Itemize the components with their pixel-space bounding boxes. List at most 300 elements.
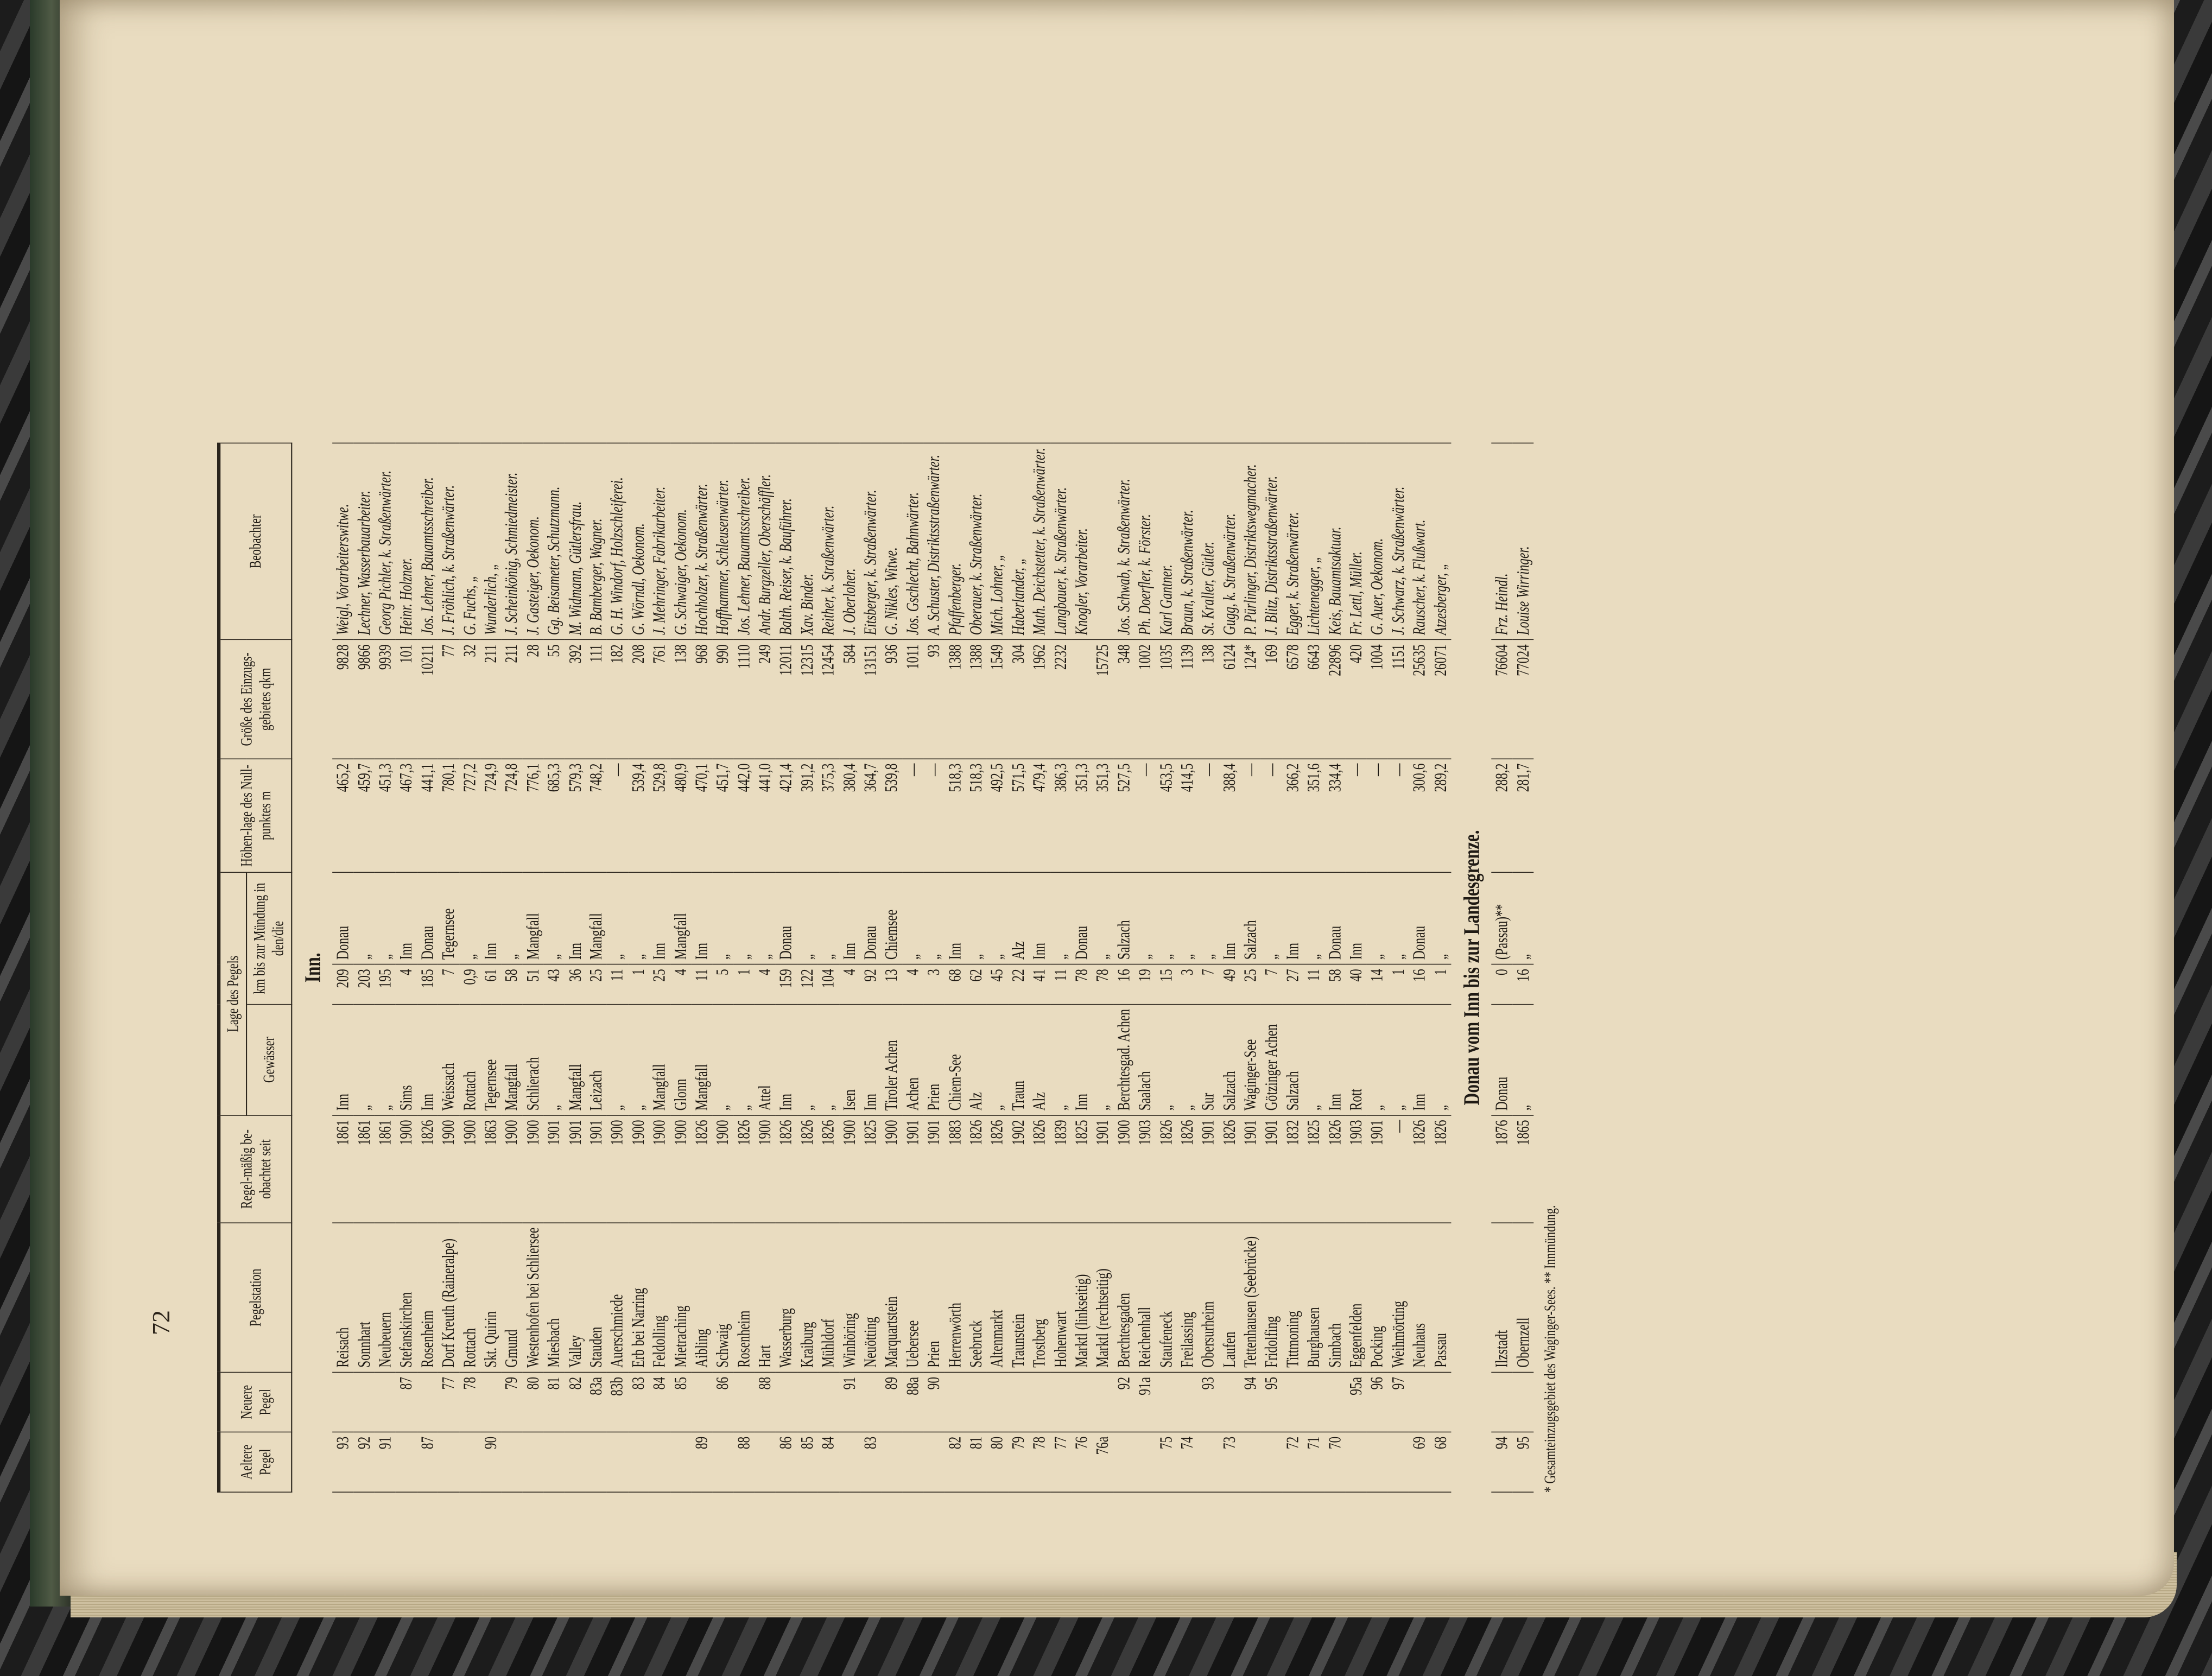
cell-hoehe: 281,7	[1512, 759, 1533, 873]
cell-beobachter: Balth. Reiser, k. Bauführer.	[776, 443, 797, 639]
cell-station: Marquartstein	[881, 1223, 902, 1372]
cell-hoehe: —	[1261, 759, 1282, 873]
cell-aeltere	[1198, 1432, 1219, 1492]
cell-km: 25	[649, 964, 670, 1005]
cell-neuere	[1430, 1372, 1452, 1432]
cell-neuere	[692, 1372, 713, 1432]
cell-station: Pocking	[1367, 1223, 1388, 1372]
cell-muendung: Donau	[1071, 873, 1092, 964]
cell-station: Trostberg	[1029, 1223, 1050, 1372]
cell-beobachter: Heinr. Holzner.	[396, 443, 417, 639]
col-header-station: Pegelstation	[219, 1223, 291, 1372]
cell-seit: 1826	[1324, 1115, 1346, 1223]
cell-km: 36	[565, 964, 586, 1005]
cell-groesse: 12454	[818, 640, 839, 759]
cell-muendung: (Passau)**	[1491, 873, 1512, 964]
cell-groesse: 6578	[1282, 640, 1303, 759]
cell-seit: 1826	[966, 1115, 987, 1223]
cell-groesse: 15725	[1092, 640, 1113, 759]
cell-gewaesser: Glonn	[670, 1005, 692, 1115]
cell-aeltere: 94	[1491, 1432, 1512, 1492]
cell-aeltere	[459, 1432, 480, 1492]
cell-groesse: 9828	[332, 640, 353, 759]
cell-muendung: Mangfall	[522, 873, 543, 964]
table-row	[607, 443, 628, 1492]
cell-km: 58	[502, 964, 523, 1005]
table-row	[375, 443, 396, 1492]
cell-neuere: 93	[1198, 1372, 1219, 1432]
cell-aeltere: 90	[480, 1432, 502, 1492]
cell-neuere	[1050, 1372, 1072, 1432]
cell-station: Rosenheim	[733, 1223, 755, 1372]
cell-muendung: „	[1134, 873, 1156, 964]
cell-gewaesser: Inn	[332, 1005, 353, 1115]
cell-hoehe: —	[1134, 759, 1156, 873]
cell-gewaesser: „	[1512, 1005, 1533, 1115]
cell-seit: 1900	[839, 1115, 860, 1223]
cell-gewaesser: Mangfall	[565, 1005, 586, 1115]
cell-station: Erb bei Narring	[628, 1223, 649, 1372]
cell-gewaesser: Waginger-See	[1240, 1005, 1262, 1115]
cell-neuere: 88a	[902, 1372, 923, 1432]
section-title-inn: Inn.	[299, 953, 325, 983]
cell-aeltere	[1367, 1432, 1388, 1492]
cell-station: Passau	[1430, 1223, 1452, 1372]
cell-beobachter: G. Wörndl, Oekonom.	[628, 443, 649, 639]
cell-gewaesser: Weissach	[438, 1005, 459, 1115]
cell-hoehe: 351,6	[1303, 759, 1324, 873]
cell-groesse: 968	[692, 640, 713, 759]
cell-neuere	[1008, 1372, 1029, 1432]
cell-gewaesser: Tegernsee	[480, 1005, 502, 1115]
col-header-km: km bis zur Mündung in den/die	[246, 873, 291, 1005]
cell-groesse: 77024	[1512, 640, 1533, 759]
cell-hoehe: 780,1	[438, 759, 459, 873]
table-row	[1367, 443, 1388, 1492]
col-header-beobachter: Beobachter	[219, 443, 291, 639]
cell-neuere	[1029, 1372, 1050, 1432]
cell-muendung: Alz	[1008, 873, 1029, 964]
cell-muendung: „	[902, 873, 923, 964]
table-body-inn	[291, 443, 1451, 1492]
cell-aeltere: 84	[818, 1432, 839, 1492]
cell-hoehe: 579,3	[565, 759, 586, 873]
cell-hoehe: 467,3	[396, 759, 417, 873]
cell-neuere: 78	[459, 1372, 480, 1432]
cell-km: 41	[1029, 964, 1050, 1005]
col-header-aeltere: Aeltere Pegel	[219, 1432, 291, 1492]
cell-groesse: 211	[480, 640, 502, 759]
cell-groesse: 25635	[1409, 640, 1430, 759]
table-row	[1198, 443, 1219, 1492]
cell-muendung: Donau	[1409, 873, 1430, 964]
cell-groesse: 1011	[902, 640, 923, 759]
cell-gewaesser: Rott	[1346, 1005, 1367, 1115]
cell-aeltere: 69	[1409, 1432, 1430, 1492]
cell-groesse: 211	[502, 640, 523, 759]
table-row	[1324, 443, 1346, 1492]
cell-aeltere: 95	[1512, 1432, 1533, 1492]
cell-neuere: 84	[649, 1372, 670, 1432]
cell-beobachter: Gg. Beisameter, Schutzmann.	[543, 443, 565, 639]
cell-groesse: 1962	[1029, 640, 1050, 759]
table-row	[1071, 443, 1092, 1492]
cell-groesse: 392	[565, 640, 586, 759]
cell-aeltere	[628, 1432, 649, 1492]
table-row	[1177, 443, 1198, 1492]
cell-km: 43	[543, 964, 565, 1005]
cell-seit: 1826	[692, 1115, 713, 1223]
cell-groesse: 304	[1008, 640, 1029, 759]
cell-station: Neuötting	[860, 1223, 882, 1372]
cell-gewaesser: Götzinger Achen	[1261, 1005, 1282, 1115]
cell-seit: 1900	[1113, 1115, 1134, 1223]
cell-seit: 1902	[1008, 1115, 1029, 1223]
cell-groesse: 2232	[1050, 640, 1072, 759]
cell-km: 0,9	[459, 964, 480, 1005]
cell-gewaesser: Achen	[902, 1005, 923, 1115]
cell-muendung: Inn	[1219, 873, 1240, 964]
cell-muendung: „	[1261, 873, 1282, 964]
cell-aeltere: 76	[1071, 1432, 1092, 1492]
table-row	[1008, 443, 1029, 1492]
cell-seit: 1832	[1282, 1115, 1303, 1223]
cell-aeltere: 75	[1156, 1432, 1177, 1492]
cell-neuere: 83	[628, 1372, 649, 1432]
cell-km: 1	[733, 964, 755, 1005]
cell-beobachter: Keis, Bauamtsaktuar.	[1324, 443, 1346, 639]
cell-muendung: „	[733, 873, 755, 964]
cell-aeltere	[923, 1432, 945, 1492]
cell-station: Uebersee	[902, 1223, 923, 1372]
cell-aeltere: 88	[733, 1432, 755, 1492]
cell-beobachter: Lichtenegger, „	[1303, 443, 1324, 639]
cell-gewaesser: Mangfall	[502, 1005, 523, 1115]
table-body-donau	[1451, 443, 1533, 1492]
cell-gewaesser: Inn	[1409, 1005, 1430, 1115]
cell-gewaesser: „	[987, 1005, 1008, 1115]
cell-beobachter: Jos. Lehner, Bauamtsschreiber.	[417, 443, 438, 639]
cell-gewaesser: „	[1177, 1005, 1198, 1115]
cell-station: Stauden	[586, 1223, 607, 1372]
cell-km: 7	[1198, 964, 1219, 1005]
cell-muendung: Chiemsee	[881, 873, 902, 964]
cell-neuere	[733, 1372, 755, 1432]
cell-gewaesser: Sims	[396, 1005, 417, 1115]
cell-muendung: „	[1198, 873, 1219, 964]
cell-station: Obernzell	[1512, 1223, 1533, 1372]
cell-muendung: „	[987, 873, 1008, 964]
cell-km: 16	[1512, 964, 1533, 1005]
cell-muendung: „	[797, 873, 818, 964]
cell-hoehe: 451,3	[375, 759, 396, 873]
cell-aeltere: 73	[1219, 1432, 1240, 1492]
cell-muendung: Inn	[1282, 873, 1303, 964]
cell-beobachter: Pfaffenberger.	[945, 443, 966, 639]
cell-seit: 1901	[1367, 1115, 1388, 1223]
table-row	[480, 443, 502, 1492]
cell-aeltere: 68	[1430, 1432, 1452, 1492]
cell-station: Eggenfelden	[1346, 1223, 1367, 1372]
cell-hoehe: 386,3	[1050, 759, 1072, 873]
cell-groesse	[1071, 640, 1092, 759]
cell-hoehe: 388,4	[1219, 759, 1240, 873]
cell-hoehe: 492,5	[987, 759, 1008, 873]
cell-groesse: 1139	[1177, 640, 1198, 759]
cell-hoehe: 480,9	[670, 759, 692, 873]
table-row	[1156, 443, 1177, 1492]
cell-seit: 1825	[1303, 1115, 1324, 1223]
table-row	[396, 443, 417, 1492]
cell-seit: 1826	[417, 1115, 438, 1223]
cell-seit: 1903	[1346, 1115, 1367, 1223]
cell-station: Reichenhall	[1134, 1223, 1156, 1372]
cell-gewaesser: „	[543, 1005, 565, 1115]
cell-groesse: 420	[1346, 640, 1367, 759]
cell-aeltere: 78	[1029, 1432, 1050, 1492]
cell-seit: 1901	[902, 1115, 923, 1223]
cell-gewaesser: Berchtesgad. Achen	[1113, 1005, 1134, 1115]
cell-hoehe: 470,1	[692, 759, 713, 873]
cell-neuere	[1409, 1372, 1430, 1432]
cell-seit: 1883	[945, 1115, 966, 1223]
cell-station: Prien	[923, 1223, 945, 1372]
cell-groesse: 249	[755, 640, 776, 759]
table-row	[839, 443, 860, 1492]
cell-station: Obersurheim	[1198, 1223, 1219, 1372]
cell-neuere: 94	[1240, 1372, 1262, 1432]
cell-seit: 1900	[670, 1115, 692, 1223]
cell-neuere	[1512, 1372, 1533, 1432]
cell-hoehe: 391,2	[797, 759, 818, 873]
cell-aeltere: 82	[945, 1432, 966, 1492]
cell-groesse: 1549	[987, 640, 1008, 759]
cell-km: 209	[332, 964, 353, 1005]
cell-gewaesser: „	[818, 1005, 839, 1115]
cell-beobachter: Xav. Binder.	[797, 443, 818, 639]
cell-aeltere: 83	[860, 1432, 882, 1492]
cell-beobachter: M. Widmann, Gütlersfrau.	[565, 443, 586, 639]
cell-km: 25	[586, 964, 607, 1005]
cell-seit: 1826	[1430, 1115, 1452, 1223]
cell-station: Westenhofen bei Schliersee	[522, 1223, 543, 1372]
cell-beobachter: Braun, k. Straßenwärter.	[1177, 443, 1198, 639]
cell-neuere: 88	[755, 1372, 776, 1432]
cell-neuere	[1491, 1372, 1512, 1432]
table-row	[1092, 443, 1113, 1492]
cell-hoehe: —	[923, 759, 945, 873]
cell-hoehe: 518,3	[966, 759, 987, 873]
cell-gewaesser: Chiem-See	[945, 1005, 966, 1115]
cell-km: 68	[945, 964, 966, 1005]
cell-seit: 1900	[438, 1115, 459, 1223]
cell-neuere: 79	[502, 1372, 523, 1432]
cell-km: 4	[902, 964, 923, 1005]
cell-aeltere: 91	[375, 1432, 396, 1492]
cell-muendung: Inn	[1346, 873, 1367, 964]
cell-km: 1	[628, 964, 649, 1005]
cell-groesse: 1004	[1367, 640, 1388, 759]
cell-hoehe: 571,5	[1008, 759, 1029, 873]
cell-neuere	[1177, 1372, 1198, 1432]
cell-beobachter: Mich. Lohner, „	[987, 443, 1008, 639]
cell-neuere	[332, 1372, 353, 1432]
cell-hoehe: —	[1346, 759, 1367, 873]
page-number: 72	[147, 1310, 175, 1335]
cell-station: Mühldorf	[818, 1223, 839, 1372]
cell-station: Kraiburg	[797, 1223, 818, 1372]
cell-beobachter: Hochholzer, k. Straßenwärter.	[692, 443, 713, 639]
cell-neuere	[776, 1372, 797, 1432]
footnote: * Gesamteinzugsgebiet des Waginger-Sees. ** Innmündung.	[1541, 1205, 1560, 1493]
cell-groesse: 990	[712, 640, 733, 759]
cell-hoehe: 289,2	[1430, 759, 1452, 873]
cell-aeltere	[670, 1432, 692, 1492]
table-row	[923, 443, 945, 1492]
cell-muendung: „	[1177, 873, 1198, 964]
cell-gewaesser: „	[607, 1005, 628, 1115]
cell-seit: 1826	[987, 1115, 1008, 1223]
cell-station: Reisach	[332, 1223, 353, 1372]
cell-hoehe: 529,8	[649, 759, 670, 873]
cell-seit: 1901	[586, 1115, 607, 1223]
cell-muendung: „	[1050, 873, 1072, 964]
cell-beobachter: G. Nikles, Witwe.	[881, 443, 902, 639]
cell-station: Schwaig	[712, 1223, 733, 1372]
cell-gewaesser: Rottach	[459, 1005, 480, 1115]
cell-beobachter: G. Auer, Oekonom.	[1367, 443, 1388, 639]
table-row	[818, 443, 839, 1492]
cell-hoehe: 518,3	[945, 759, 966, 873]
cell-gewaesser: „	[628, 1005, 649, 1115]
cell-km: 11	[1303, 964, 1324, 1005]
cell-neuere	[797, 1372, 818, 1432]
cell-aeltere: 76a	[1092, 1432, 1113, 1492]
cell-km: 159	[776, 964, 797, 1005]
table-row	[945, 443, 966, 1492]
table-row	[966, 443, 987, 1492]
table-row	[522, 443, 543, 1492]
table-row	[1409, 443, 1430, 1492]
table-row	[586, 443, 607, 1492]
cell-aeltere	[1261, 1432, 1282, 1492]
cell-km: 195	[375, 964, 396, 1005]
cell-groesse: 124*	[1240, 640, 1262, 759]
cell-seit: 1876	[1491, 1115, 1512, 1223]
cell-neuere: 90	[923, 1372, 945, 1432]
cell-neuere	[375, 1372, 396, 1432]
cell-station: Tittmoning	[1282, 1223, 1303, 1372]
cell-seit: —	[1388, 1115, 1409, 1223]
cell-seit: 1901	[1092, 1115, 1113, 1223]
table-row	[332, 443, 353, 1492]
cell-muendung: Mangfall	[586, 873, 607, 964]
cell-neuere	[1324, 1372, 1346, 1432]
cell-neuere	[1219, 1372, 1240, 1432]
cell-groesse: 12011	[776, 640, 797, 759]
col-header-groesse: Größe des Einzugs-gebietes qkm	[219, 640, 291, 759]
cell-hoehe: 421,4	[776, 759, 797, 873]
cell-groesse: 6643	[1303, 640, 1324, 759]
cell-neuere: 83b	[607, 1372, 628, 1432]
cell-gewaesser: „	[1367, 1005, 1388, 1115]
cell-muendung: Salzach	[1113, 873, 1134, 964]
cell-beobachter: Reither, k. Straßenwärter.	[818, 443, 839, 639]
cell-station: Skt. Quirin	[480, 1223, 502, 1372]
cell-beobachter: J. Oberloher.	[839, 443, 860, 639]
cell-km: 16	[1409, 964, 1430, 1005]
cell-seit: 1901	[923, 1115, 945, 1223]
cell-beobachter: Ph. Doerfler, k. Förster.	[1134, 443, 1156, 639]
cell-station: Miesbach	[543, 1223, 565, 1372]
cell-km: 49	[1219, 964, 1240, 1005]
cell-seit: 1826	[1409, 1115, 1430, 1223]
cell-muendung: „	[818, 873, 839, 964]
cell-groesse: 138	[1198, 640, 1219, 759]
cell-station: Sonnhart	[353, 1223, 375, 1372]
cell-aeltere: 71	[1303, 1432, 1324, 1492]
cell-km: 104	[818, 964, 839, 1005]
cell-muendung: Inn	[945, 873, 966, 964]
cell-aeltere: 89	[692, 1432, 713, 1492]
cell-hoehe: 776,1	[522, 759, 543, 873]
cell-neuere	[818, 1372, 839, 1432]
table-row	[670, 443, 692, 1492]
cell-groesse: 13151	[860, 640, 882, 759]
cell-muendung: Inn	[839, 873, 860, 964]
cell-hoehe: 441,1	[417, 759, 438, 873]
table-row	[417, 443, 438, 1492]
cell-neuere: 77	[438, 1372, 459, 1432]
col-header-neuere: Neuere Pegel	[219, 1372, 291, 1432]
cell-seit: 1901	[1198, 1115, 1219, 1223]
table-row	[1388, 443, 1409, 1492]
cell-beobachter: Wunderlich, „	[480, 443, 502, 639]
cell-groesse: 138	[670, 640, 692, 759]
cell-station: Herrenwörth	[945, 1223, 966, 1372]
cell-km: 3	[1177, 964, 1198, 1005]
cell-km: 58	[1324, 964, 1346, 1005]
cell-gewaesser: Sur	[1198, 1005, 1219, 1115]
cell-seit: 1825	[860, 1115, 882, 1223]
cell-beobachter: G. H. Windorf, Holzschleiferei.	[607, 443, 628, 639]
cell-seit: 1861	[353, 1115, 375, 1223]
cell-aeltere	[1346, 1432, 1367, 1492]
table-row	[1346, 443, 1367, 1492]
cell-neuere	[353, 1372, 375, 1432]
cell-aeltere: 92	[353, 1432, 375, 1492]
table-row	[1512, 443, 1533, 1492]
cell-groesse: 10211	[417, 640, 438, 759]
cell-beobachter: Egger, k. Straßenwärter.	[1282, 443, 1303, 639]
cell-km: 4	[755, 964, 776, 1005]
cell-gewaesser: Tiroler Achen	[881, 1005, 902, 1115]
cell-beobachter: J. Blitz, Distriktsstraßenwärter.	[1261, 443, 1282, 639]
cell-seit: 1861	[332, 1115, 353, 1223]
cell-aeltere	[1388, 1432, 1409, 1492]
cell-seit: 1826	[1029, 1115, 1050, 1223]
cell-station: Winhöring	[839, 1223, 860, 1372]
cell-beobachter: Louise Wirringer.	[1512, 443, 1533, 639]
cell-station: Gmund	[502, 1223, 523, 1372]
cell-hoehe: —	[1240, 759, 1262, 873]
cell-muendung: „	[607, 873, 628, 964]
cell-muendung: Salzach	[1240, 873, 1262, 964]
cell-seit: 1863	[480, 1115, 502, 1223]
cell-beobachter: Andr. Burgzeller, Oberschäffler.	[755, 443, 776, 639]
cell-aeltere	[1240, 1432, 1262, 1492]
cell-gewaesser: Leizach	[586, 1005, 607, 1115]
